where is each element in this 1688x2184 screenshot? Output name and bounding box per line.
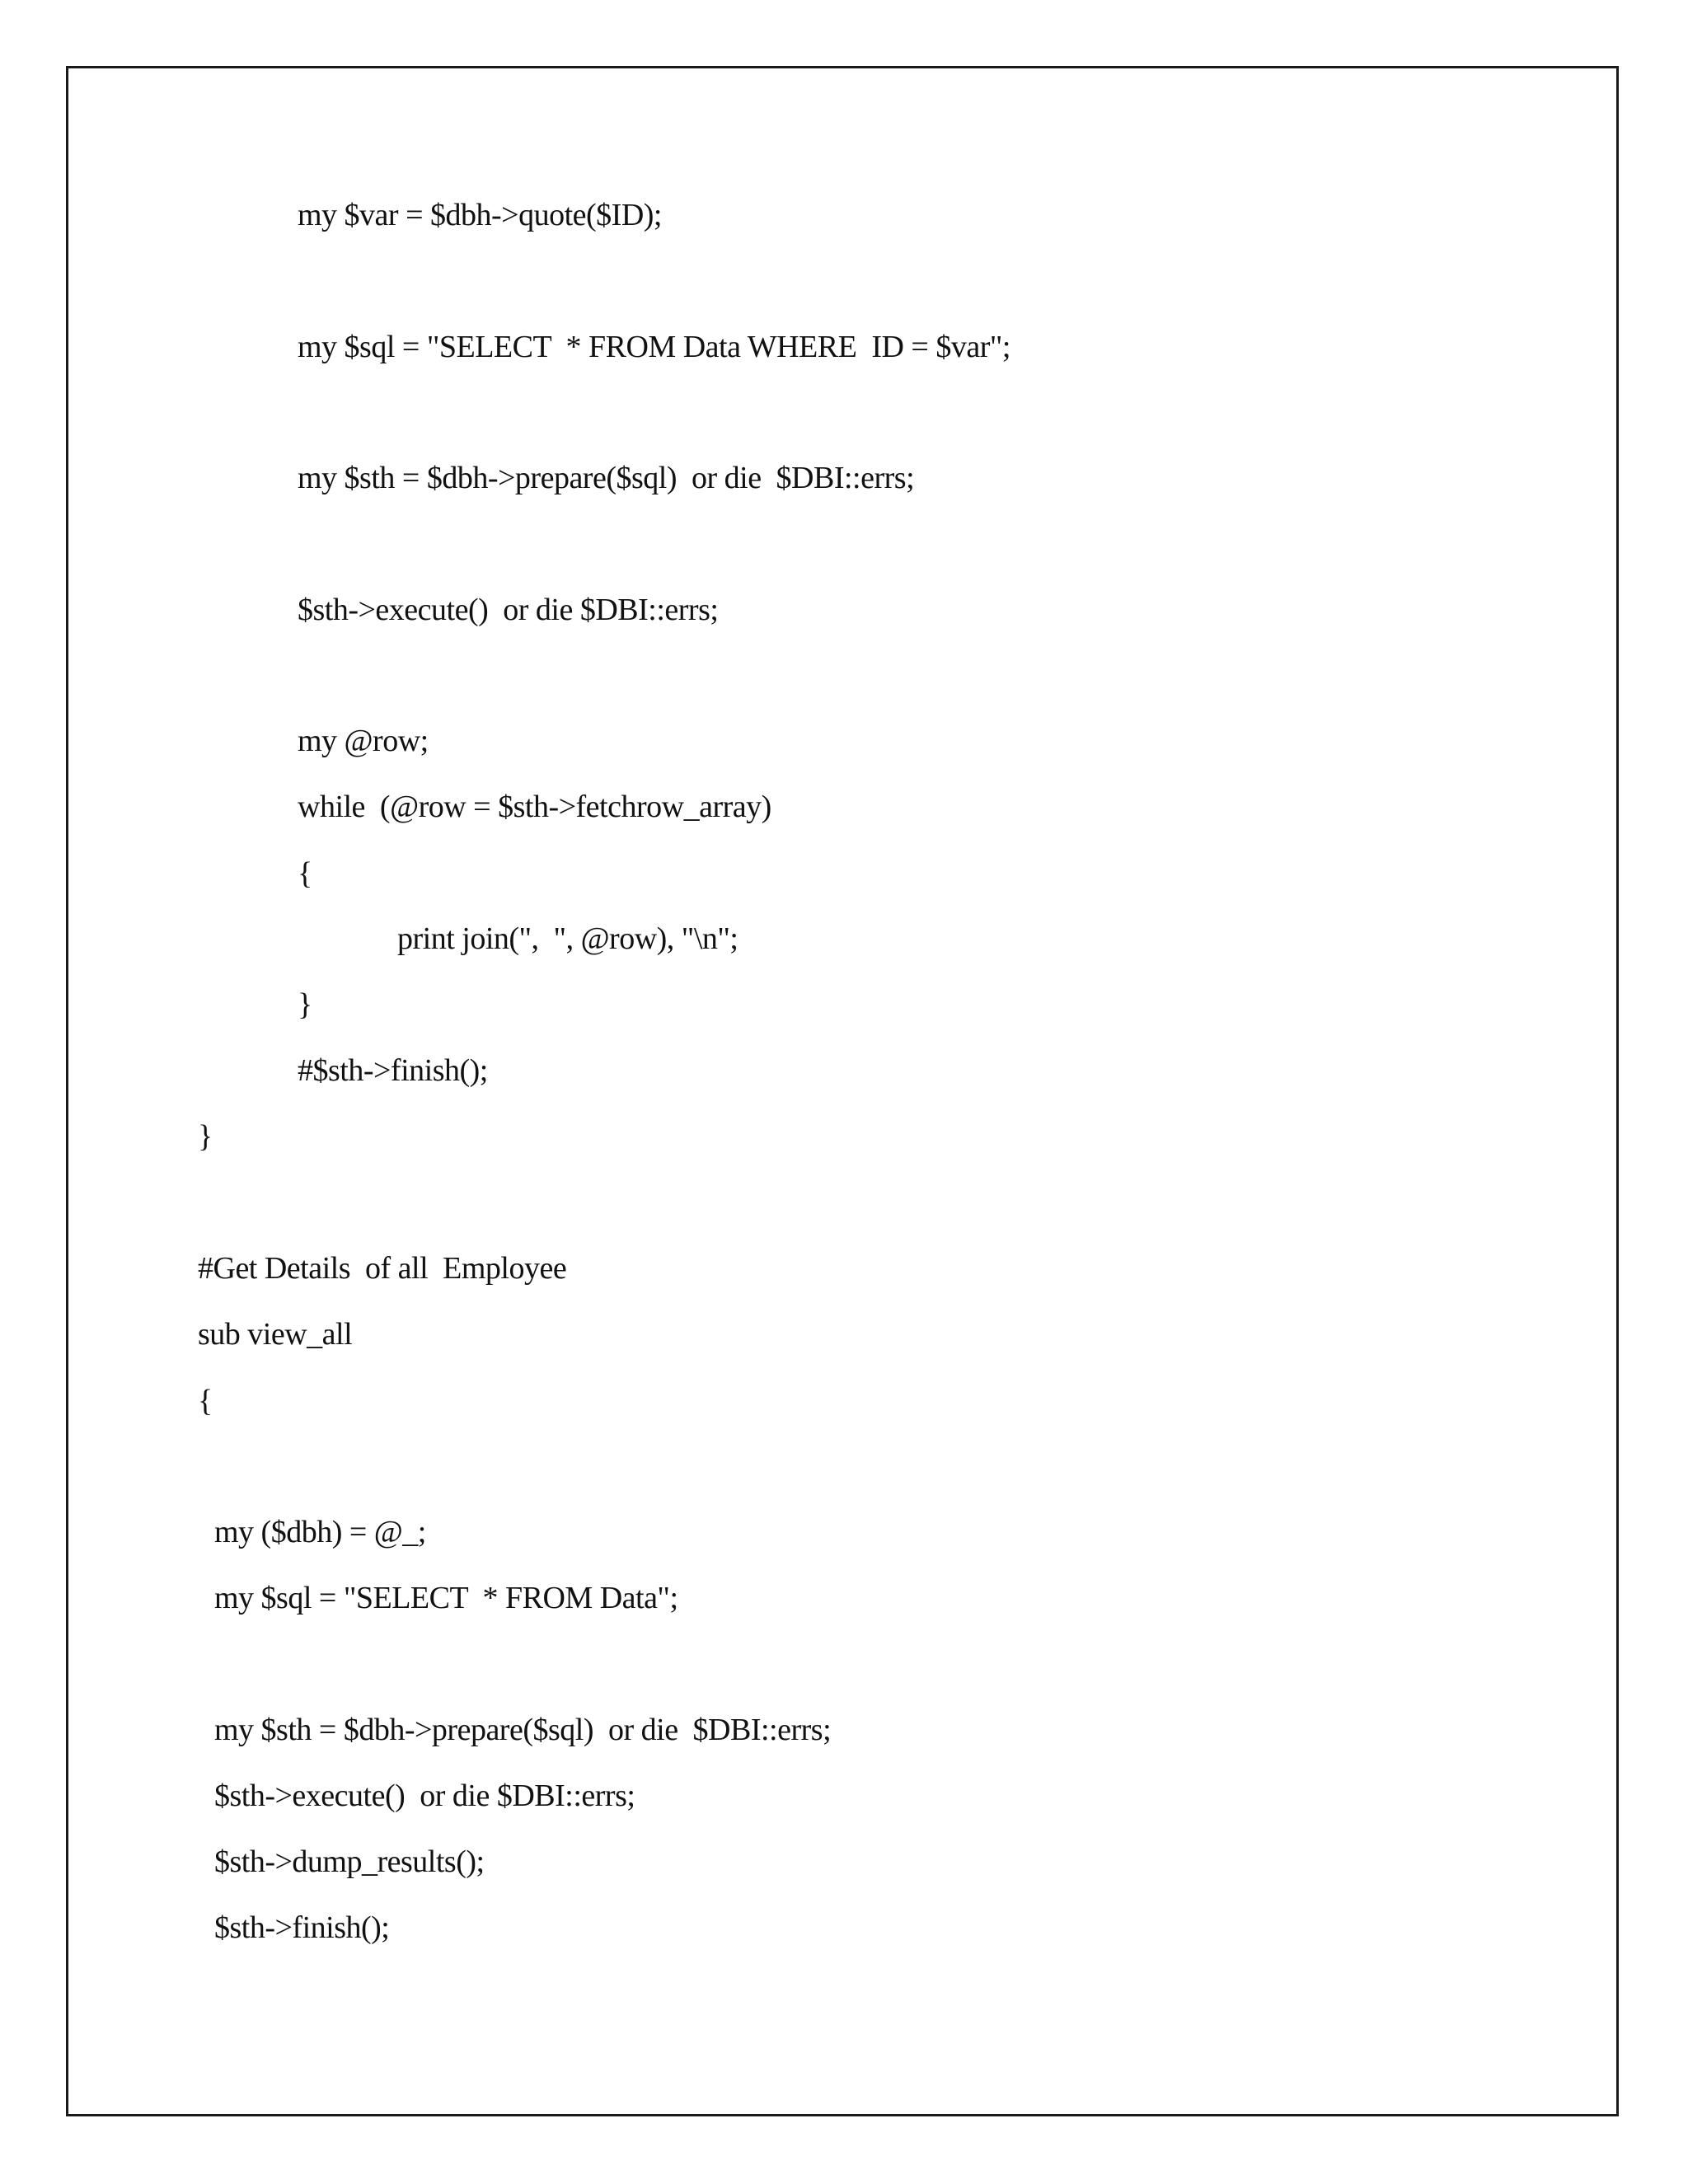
code-line: my $sth = $dbh->prepare($sql) or die $DBI::errs; (298, 461, 915, 495)
code-line: } (298, 987, 312, 1022)
code-line: #$sth->finish(); (298, 1053, 488, 1088)
code-line: my ($dbh) = @_; (214, 1515, 426, 1549)
code-line: #Get Details of all Employee (198, 1251, 567, 1286)
code-line: my @row; (298, 724, 429, 758)
code-line: $sth->dump_results(); (214, 1844, 485, 1879)
code-line: my $sql = "SELECT * FROM Data"; (214, 1581, 678, 1615)
code-line: $sth->execute() or die $DBI::errs; (298, 593, 719, 627)
code-line: { (198, 1384, 213, 1418)
code-line: while (@row = $sth->fetchrow_array) (298, 790, 771, 824)
code-line: my $var = $dbh->quote($ID); (298, 198, 662, 232)
code-line: $sth->finish(); (214, 1910, 390, 1945)
code-line: { (298, 856, 312, 891)
code-line: print join(", ", @row), "\n"; (397, 921, 738, 956)
code-line: sub view_all (198, 1317, 353, 1352)
code-line: my $sth = $dbh->prepare($sql) or die $DBI::errs; (214, 1713, 832, 1747)
code-line: $sth->execute() or die $DBI::errs; (214, 1779, 635, 1813)
code-line: } (198, 1119, 213, 1154)
code-line: my $sql = "SELECT * FROM Data WHERE ID = $var"; (298, 330, 1010, 364)
